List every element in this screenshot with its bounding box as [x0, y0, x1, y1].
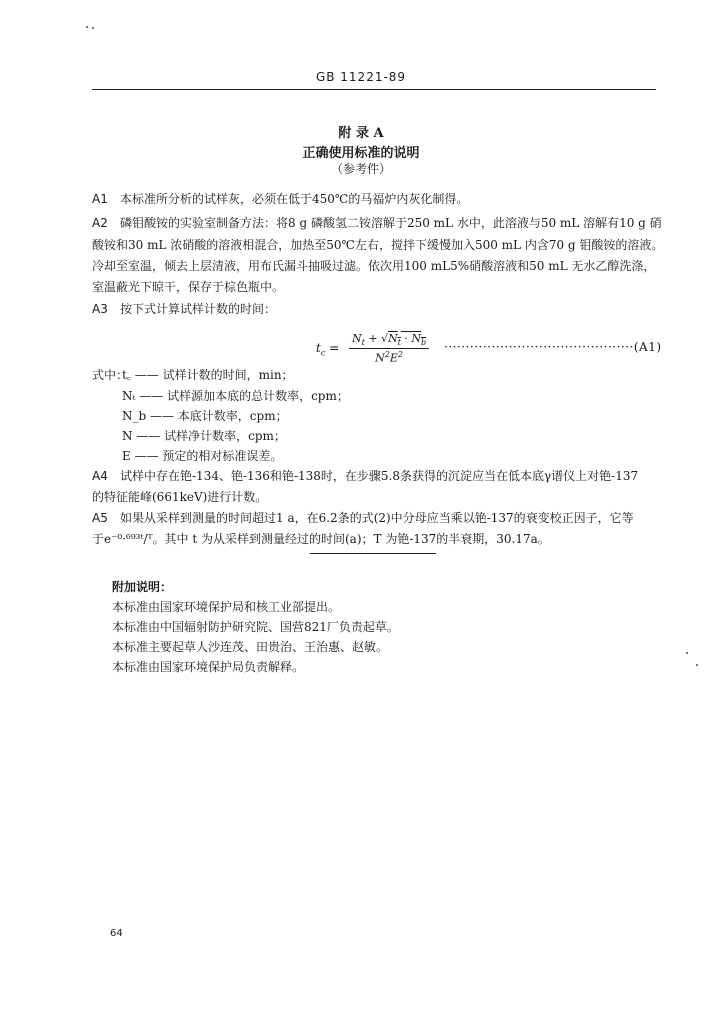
text-a5-line1: 如果从采样到测量的时间超过1 a，在6.2条的式(2)中分母应当乘以铯-137的衰变校正因子，它等: [120, 511, 634, 525]
text-a4-line1: 试样中存在铯-134、铯-136和铯-138时，在步骤5.8条获得的沉淀应当在低本底γ谱仪上对铯-137: [120, 469, 639, 483]
formula-tag: (A1): [633, 340, 662, 354]
formula-leader-and-tag: [444, 340, 662, 354]
label-a3: A3: [92, 302, 108, 316]
formula-sqrt-var2: · N: [400, 332, 422, 345]
formula-den-var1: N: [375, 351, 385, 365]
section-divider: [310, 553, 436, 554]
additional-note-3: 本标准主要起草人沙连茂、田贵治、王治惠、赵敏。: [112, 640, 389, 654]
formula-fraction: [349, 332, 429, 365]
additional-notes-title: 附加说明：: [112, 580, 173, 594]
formula-sqrt-sub1: t: [397, 338, 401, 348]
variables-intro: 式中：: [92, 368, 129, 382]
formula-lhs-sub: c: [320, 348, 326, 358]
additional-note-1: 本标准由国家环境保护局和核工业部提出。: [112, 600, 341, 614]
variable-tc: t꜀ —— 试样计数的时间，min；: [122, 368, 294, 382]
scan-speck: [686, 652, 688, 654]
scan-speck: [86, 26, 88, 28]
formula-den-var2: E: [389, 351, 398, 365]
formula-den-sup2: 2: [397, 350, 403, 360]
paragraph-a3: [92, 300, 658, 317]
paragraph-a1: [92, 190, 658, 207]
text-a2-line1: 磷钼酸铵的实验室制备方法：将8 g 磷酸氢二铵溶解于250 mL 水中，此溶液与50 mL 溶解有10 g 硝: [120, 216, 662, 230]
text-a3-line1: 按下式计算试样计数的时间：: [120, 302, 277, 316]
label-a4: A4: [92, 469, 108, 483]
text-a1-line1: 本标准所分析的试样灰，必须在低于450℃的马福炉内灰化制得。: [120, 192, 469, 206]
text-a5-line2: 于e⁻⁰·⁶⁹³ᵗ/ᵀ。其中 t 为从采样到测量经过的时间(a)；T 为铯-137的半衰期，30.17a。: [92, 532, 550, 546]
text-a2-line4: 室温蔽光下晾干，保存于棕色瓶中。: [92, 280, 285, 294]
appendix-reference-note: （参考件）: [330, 162, 391, 176]
appendix-title: 附 录 A: [338, 126, 384, 141]
text-a4-line2: 的特征能峰(661keV)进行计数。: [92, 490, 268, 504]
header-standard-number: GB 11221-89: [315, 70, 407, 84]
variable-n: N —— 试样净计数率，cpm；: [122, 429, 286, 443]
label-a2: A2: [92, 216, 108, 230]
formula-denominator: [349, 349, 429, 365]
formula-sqrt-body: [388, 332, 427, 348]
additional-note-2: 本标准由中国辐射防护研究院、国营821厂负责起草。: [112, 620, 399, 634]
page-number: 64: [110, 928, 123, 939]
formula-numerator: [349, 332, 429, 349]
formula-leader-dots: ············································: [444, 340, 634, 354]
paragraph-a4: [92, 467, 658, 484]
formula-numerator-var: N: [352, 332, 362, 345]
label-a1: A1: [92, 192, 108, 206]
variable-nb: N_b —— 本底计数率，cpm；: [122, 409, 288, 423]
text-a2-line3: 冷却至室温，倾去上层清液，用布氏漏斗抽吸过滤。依次用100 mL5%硝酸溶液和50 mL 无水乙醇洗涤，: [92, 259, 656, 273]
label-a5: A5: [92, 511, 108, 525]
formula-sqrt-sub2: b: [421, 338, 427, 348]
formula-plus-sqrt: + √: [364, 332, 389, 345]
formula-sqrt-var1: N: [388, 332, 398, 345]
scan-speck: [92, 27, 94, 29]
formula-numerator-sub: t: [361, 338, 365, 348]
paragraph-a5: [92, 509, 658, 526]
formula-den-sup1: 2: [384, 350, 390, 360]
variable-e: E —— 预定的相对标准误差。: [122, 449, 283, 463]
header-rule: [92, 89, 656, 90]
formula-lhs: t: [316, 340, 321, 355]
text-a2-line2: 酸铵和30 mL 浓硝酸的溶液相混合，加热至50℃左右，搅拌下缓慢加入500 mL 内含70 g 钼酸铵的溶液。: [92, 238, 664, 252]
paragraph-a2: [92, 214, 662, 231]
appendix-subtitle: 正确使用标准的说明: [302, 146, 420, 161]
variable-nt: Nₜ —— 试样源加本底的总计数率，cpm；: [122, 389, 349, 403]
formula-a1: [316, 332, 429, 365]
scan-speck: [696, 664, 698, 666]
additional-note-4: 本标准由国家环境保护局负责解释。: [112, 660, 305, 674]
formula-equals: =: [325, 340, 343, 355]
